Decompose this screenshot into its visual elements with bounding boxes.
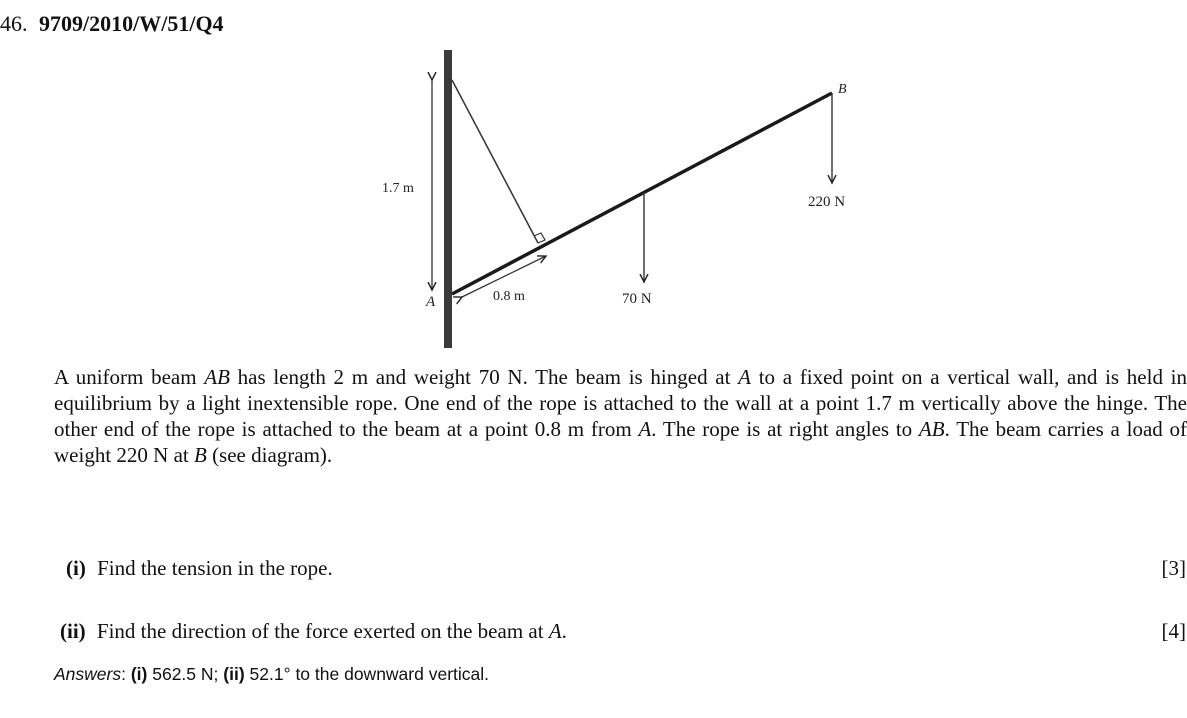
label-point-b: B (838, 82, 847, 97)
answers-colon: : (121, 664, 131, 684)
part-text-part: Find the direction of the force exerted on the beam at (96, 619, 549, 643)
label-load: 220 N (808, 194, 846, 210)
answers-label: Answers (54, 664, 122, 684)
rope (452, 80, 538, 243)
var-ab: AB (204, 365, 230, 389)
part-text (97, 619, 567, 643)
answer-value: 52.1° to the downward vertical. (244, 664, 490, 684)
part-ii (60, 618, 1186, 644)
part-number: (ii) (60, 619, 86, 643)
answers-line (54, 662, 489, 686)
var-a: A (638, 417, 652, 441)
answer-part-number: (i) (130, 664, 148, 684)
label-height: 1.7 m (382, 181, 414, 196)
problem-statement (54, 364, 1187, 468)
problem-text (54, 364, 1187, 468)
part-text-part: . (561, 619, 567, 643)
part-marks: [4] (1161, 619, 1186, 643)
problem-text-part: to a fixed point on a vertical wall, and is held in equilibrium by a light inextensible rope. One end of the rope is attached to the wall at a point 1.7 m vertically above the hinge. The other end of the rope is attached to the beam at a point 0.8 m from (54, 365, 1187, 441)
label-point-a: A (426, 294, 436, 310)
var-a: A (548, 619, 562, 643)
part-marks: [3] (1161, 556, 1186, 580)
problem-text-part: . The beam carries a load of weight 220 N at (54, 417, 1187, 467)
part-i (66, 555, 1186, 581)
label-distance: 0.8 m (493, 289, 525, 304)
problem-text-part: (see diagram). (206, 443, 333, 467)
beam (452, 93, 832, 294)
problem-text-part: . The rope is at right angles to (651, 417, 919, 441)
var-a: A (738, 365, 751, 389)
part-text: Find the tension in the rope. (97, 556, 333, 580)
var-b: B (193, 443, 207, 467)
var-ab: AB (918, 417, 945, 441)
problem-text-part: A uniform beam (54, 365, 205, 389)
label-weight: 70 N (622, 291, 652, 307)
answer-part-number: (ii) (223, 664, 245, 684)
problem-text-part: has length 2 m and weight 70 N. The beam is hinged at (229, 365, 739, 389)
part-number: (i) (66, 556, 86, 580)
question-code: 9709/2010/W/51/Q4 (39, 11, 224, 36)
answer-value: 562.5 N; (147, 664, 224, 684)
question-number: 46. (0, 11, 28, 36)
